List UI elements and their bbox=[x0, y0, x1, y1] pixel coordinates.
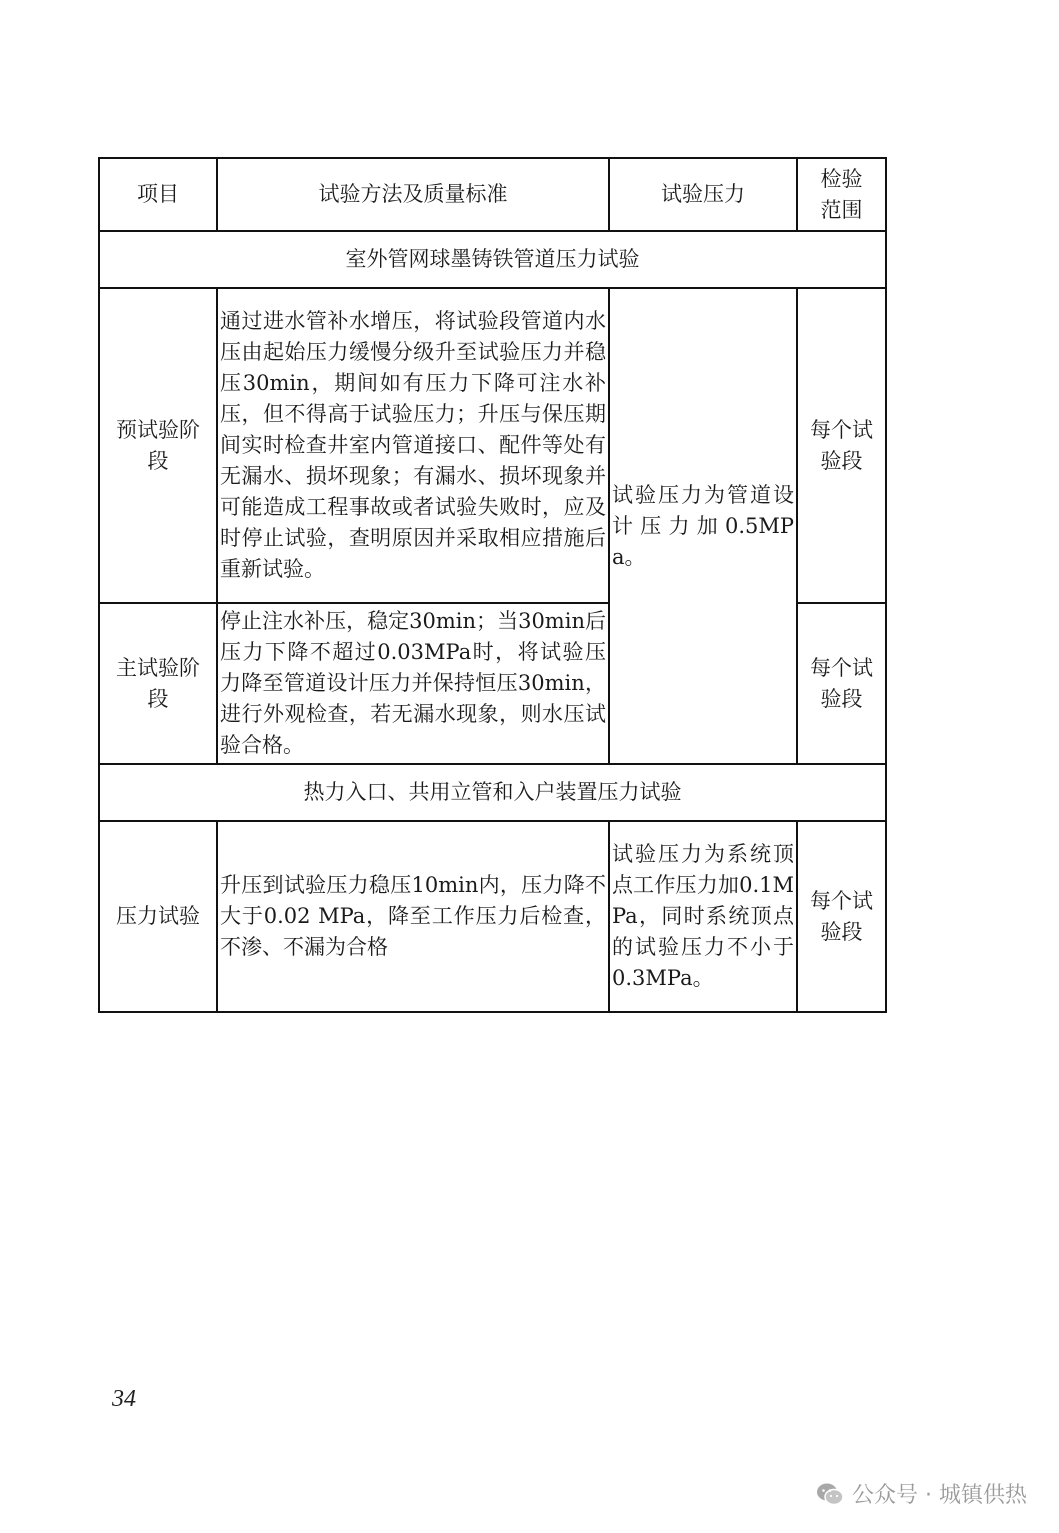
row-method: 通过进水管补水增压，将试验段管道内水压由起始压力缓慢分级升至试验压力并稳压30min，期间如有压力下降可注水补压，但不得高于试验压力；升压与保压期间实时检查井室内管道接口、配件等处有无漏水、损坏现象；有漏水、损坏现象并可能造成工程事故或者试验失败时，应及时停止试验，查明原因并采取相应措施后重新试验。 bbox=[217, 288, 609, 603]
wechat-icon bbox=[816, 1482, 844, 1506]
row-item: 压力试验 bbox=[99, 821, 217, 1012]
header-method: 试验方法及质量标准 bbox=[217, 158, 609, 231]
header-scope: 检验范围 bbox=[797, 158, 886, 231]
row-pressure: 试验压力为管道设计压力加0.5MPa。 bbox=[609, 288, 797, 764]
table-header-row bbox=[99, 158, 886, 231]
table-row bbox=[99, 288, 886, 603]
watermark bbox=[816, 1478, 1027, 1509]
row-scope: 每个试验段 bbox=[797, 603, 886, 764]
row-item: 主试验阶段 bbox=[99, 603, 217, 764]
row-scope: 每个试验段 bbox=[797, 288, 886, 603]
header-item: 项目 bbox=[99, 158, 217, 231]
section-title: 室外管网球墨铸铁管道压力试验 bbox=[99, 231, 886, 288]
row-scope: 每个试验段 bbox=[797, 821, 886, 1012]
header-pressure: 试验压力 bbox=[609, 158, 797, 231]
row-item: 预试验阶段 bbox=[99, 288, 217, 603]
page-number: 34 bbox=[112, 1386, 136, 1412]
section-row bbox=[99, 764, 886, 821]
section-title: 热力入口、共用立管和入户装置压力试验 bbox=[99, 764, 886, 821]
pressure-test-table bbox=[98, 157, 887, 1013]
table-row bbox=[99, 821, 886, 1012]
watermark-text: 公众号 · 城镇供热 bbox=[852, 1483, 1027, 1508]
row-pressure: 试验压力为系统顶点工作压力加0.1MPa，同时系统顶点的试验压力不小于0.3MPa。 bbox=[609, 821, 797, 1012]
row-method: 升压到试验压力稳压10min内，压力降不大于0.02 MPa，降至工作压力后检查，不渗、不漏为合格 bbox=[217, 821, 609, 1012]
section-row bbox=[99, 231, 886, 288]
row-method: 停止注水补压，稳定30min；当30min后压力下降不超过0.03MPa时，将试验压力降至管道设计压力并保持恒压30min，进行外观检查，若无漏水现象，则水压试验合格。 bbox=[217, 603, 609, 764]
